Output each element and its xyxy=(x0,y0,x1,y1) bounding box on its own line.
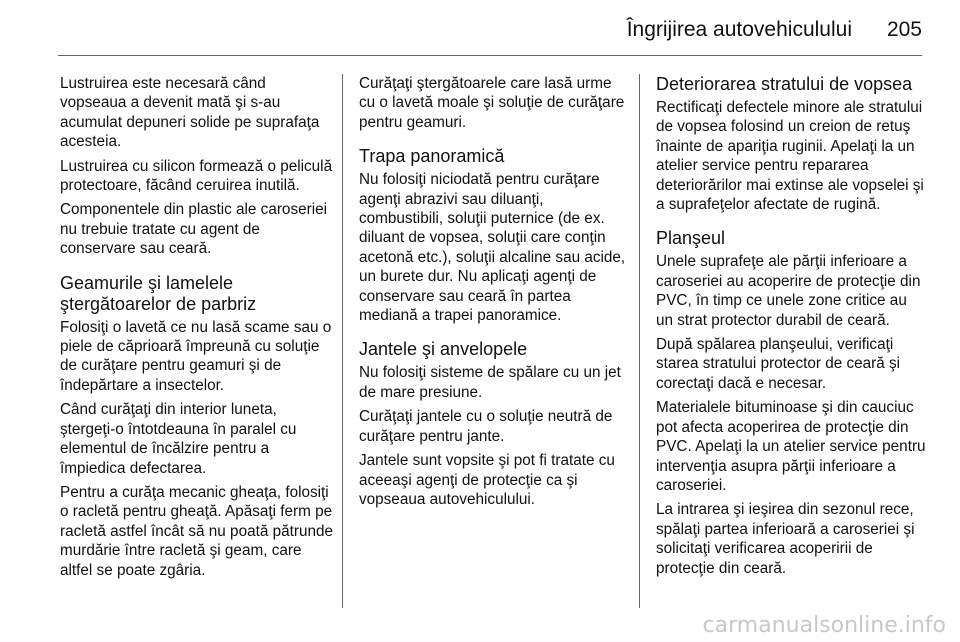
paragraph-bitumen: Materialele bituminoase şi din cauciuc pot afecta acoperirea de protecţie din PVC. Apelaţi la un atelier service pentru intervenţia asupra părţii inferioare a caroseriei. xyxy=(656,399,926,494)
page-header xyxy=(0,0,960,58)
paragraph-wheels-painted: Jantele sunt vopsite şi pot fi tratate cu aceeaşi agenţi de protecţie ca şi vopseaua autovehiculului. xyxy=(359,452,615,508)
heading-paint-damage: Deteriorarea stratului de vopsea xyxy=(656,74,913,94)
column-2 xyxy=(359,74,627,514)
paragraph-rear-window: Când curăţaţi din interior luneta, ştergeţi-o întotdeauna în paralel cu elementul de încălzire pentru a împiedica defectarea. xyxy=(60,401,297,477)
paragraph-seasonal-wash: La intrarea şi ieşirea din sezonul rece, spălaţi partea inferioară a caroseriei şi solicitaţi verificarea acoperirii de protecţie din ceară. xyxy=(656,501,915,577)
heading-windows-wipers: Geamurile şi lamelele ştergătoarelor de parbriz xyxy=(60,272,257,314)
paragraph-plastic-parts: Componentele din plastic ale caroseriei nu trebuie tratate cu agent de conservare sau ceară. xyxy=(60,201,327,258)
paragraph-wheel-cleaner: Curăţaţi jantele cu o soluţie neutră de curăţare pentru jante. xyxy=(359,408,613,445)
paragraph-ice-scraper: Pentru a curăţa mecanic gheaţa, folosiţi o racletă pentru gheaţă. Apăsaţi ferm pe racletă astfel încât să nu poată pătrunde murdărie între racletă şi geam, care altfel se poate zgâria. xyxy=(60,483,333,579)
page-title: Îngrijirea autovehiculului xyxy=(626,18,852,41)
page-number: 205 xyxy=(886,18,922,41)
paragraph-window-cloth: Folosiţi o lavetă ce nu lasă scame sau o piele de căprioară împreună cu soluţie de curăţare pentru geamuri şi de îndepărtare a insectelor. xyxy=(60,318,332,394)
heading-wheels-tyres: Jantele şi anvelopele xyxy=(359,339,528,360)
paragraph-silicon-polish: Lustruirea cu silicon formează o peliculă protectoare, făcând ceruirea inutilă. xyxy=(60,157,333,195)
header-divider xyxy=(58,55,922,56)
paragraph-high-pressure: Nu folosiţi sisteme de spălare cu un jet de mare presiune. xyxy=(359,364,621,401)
paragraph-polishing: Lustruirea este necesară când vopseaua a devenit mată şi s-au acumulat depuneri solide pe suprafaţa acesteia. xyxy=(60,75,320,151)
paragraph-underbody-coating: Unele suprafeţe ale părţii inferioare a caroseriei au acoperire de protecţie din PVC, în timp ce unele zone critice au un strat protector durabil de ceară. xyxy=(656,253,921,329)
paragraph-wiper-cleaning: Curăţaţi ştergătoarele care lasă urme cu o lavetă moale şi soluţie de curăţare pentru geamuri. xyxy=(359,75,625,131)
column-1 xyxy=(60,74,335,585)
column-3 xyxy=(656,74,926,583)
paragraph-underbody-check: După spălarea planşeului, verificaţi starea stratului protector de ceară şi corectaţi dacă e necesar. xyxy=(656,336,901,392)
column-divider-1 xyxy=(342,74,343,608)
column-divider-2 xyxy=(639,74,640,608)
heading-underbody: Planşeul xyxy=(656,228,726,249)
paragraph-sunroof-cleaning: Nu folosiţi niciodată pentru curăţare agenţi abrazivi sau diluanţi, combustibili, soluţii puternice (de ex. diluant de vopsea, soluţii care conţin acetonă etc.), soluţii alcaline sau acide, un burete dur. Nu aplicaţi agenţi de conservare sau ceară în partea mediană a trapei panoramice. xyxy=(359,171,626,325)
paragraph-paint-touchup: Rectificaţi defectele minore ale stratului de vopsea folosind un creion de retuş înainte de apariţia ruginii. Apelaţi la un atelier service pentru repararea deteriorărilor mai extinse ale vopselei şi a suprafeţelor afectate de rugină. xyxy=(656,99,924,214)
heading-sunroof: Trapa panoramică xyxy=(359,146,505,167)
watermark: carmanualsonline.info xyxy=(702,613,946,638)
